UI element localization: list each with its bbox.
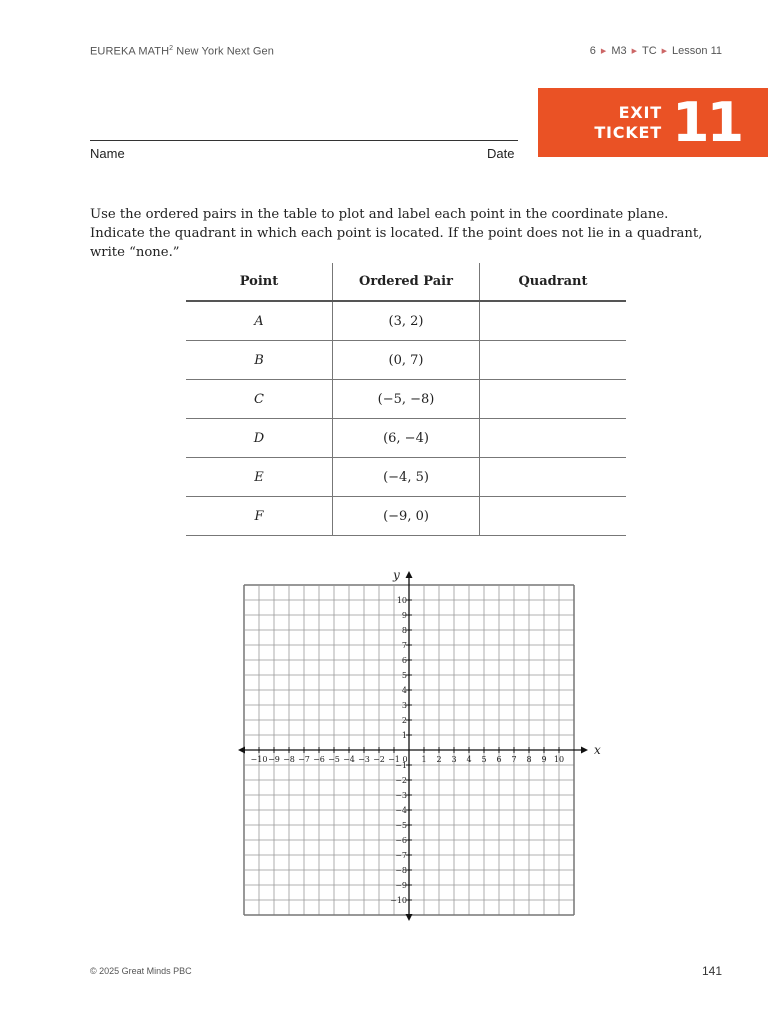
ordered-pair: (−4, 5) xyxy=(333,458,480,497)
y-tick-label: 3 xyxy=(401,701,407,710)
x-tick-label: −6 xyxy=(313,755,325,764)
coordinate-plane[interactable] xyxy=(230,565,601,920)
x-axis-label: x xyxy=(594,743,601,757)
y-tick-label: 10 xyxy=(396,596,407,605)
quadrant-answer-cell[interactable] xyxy=(480,458,627,497)
table-row xyxy=(186,497,626,536)
column-header-quadrant: Quadrant xyxy=(480,263,627,301)
y-tick-label: −8 xyxy=(395,866,407,875)
quadrant-answer-cell[interactable] xyxy=(480,380,627,419)
x-tick-label: 10 xyxy=(553,755,565,764)
quadrant-answer-cell[interactable] xyxy=(480,301,627,341)
ordered-pairs-table xyxy=(186,263,626,536)
y-tick-label: 4 xyxy=(401,686,407,695)
point-name: B xyxy=(186,341,333,380)
y-axis-up-arrow-icon xyxy=(406,571,413,578)
x-tick-label: −5 xyxy=(328,755,340,764)
exit-ticket-number: 11 xyxy=(672,91,742,154)
x-axis-right-arrow-icon xyxy=(581,747,588,754)
y-tick-label: −10 xyxy=(390,896,407,905)
brand-name: EUREKA MATH xyxy=(90,45,170,58)
y-tick-label: −4 xyxy=(395,806,407,815)
point-name: F xyxy=(186,497,333,536)
brand-superscript: 2 xyxy=(169,45,174,52)
ordered-pair: (3, 2) xyxy=(333,301,480,341)
breadcrumb-grade: 6 xyxy=(589,45,596,57)
y-tick-label: −2 xyxy=(395,776,407,785)
table-row xyxy=(186,458,626,497)
exit-ticket-label xyxy=(590,103,662,143)
header-brand xyxy=(90,45,274,58)
y-tick-label: 6 xyxy=(401,656,407,665)
quadrant-answer-cell[interactable] xyxy=(480,419,627,458)
table-row xyxy=(186,380,626,419)
breadcrumb-module: M3 xyxy=(611,45,627,57)
x-tick-label: 1 xyxy=(421,755,427,764)
y-tick-label: 1 xyxy=(401,731,407,740)
table-row xyxy=(186,301,626,341)
quadrant-answer-cell[interactable] xyxy=(480,497,627,536)
x-tick-label: 2 xyxy=(436,755,442,764)
x-tick-label: 3 xyxy=(451,755,457,764)
x-axis-left-arrow-icon xyxy=(238,747,245,754)
point-name: E xyxy=(186,458,333,497)
y-tick-label: −5 xyxy=(395,821,407,830)
copyright: © 2025 Great Minds PBC xyxy=(90,966,192,976)
exit-label-line2: TICKET xyxy=(594,123,662,142)
instructions: Use the ordered pairs in the table to plot and label each point in the coordinate plane. Indicate the quadrant in which each point is located. If the point does not lie in a quadrant, write “none.” xyxy=(90,207,703,260)
x-tick-label: −10 xyxy=(250,755,268,764)
y-tick-label: −1 xyxy=(395,761,407,770)
column-header-ordered-pair: Ordered Pair xyxy=(333,263,480,301)
ordered-pair: (−9, 0) xyxy=(333,497,480,536)
y-tick-label: 8 xyxy=(401,626,407,635)
y-axis-label: y xyxy=(393,568,400,582)
breadcrumb-separator-icon: ▶ xyxy=(661,48,668,55)
x-tick-label: −2 xyxy=(373,755,385,764)
date-label: Date xyxy=(487,146,515,161)
y-tick-label: −9 xyxy=(395,881,407,890)
column-header-point: Point xyxy=(186,263,333,301)
x-tick-label: 7 xyxy=(511,755,517,764)
x-tick-label: 6 xyxy=(496,755,502,764)
x-tick-label: −1 xyxy=(388,755,400,764)
ordered-pair: (−5, −8) xyxy=(333,380,480,419)
x-tick-label: −8 xyxy=(283,755,295,764)
quadrant-answer-cell[interactable] xyxy=(480,341,627,380)
x-tick-label: 9 xyxy=(541,755,547,764)
y-tick-label: 2 xyxy=(401,716,407,725)
x-tick-label: 0 xyxy=(402,755,408,764)
ordered-pair: (6, −4) xyxy=(333,419,480,458)
breadcrumb-topic: TC xyxy=(641,45,657,57)
ordered-pair: (0, 7) xyxy=(333,341,480,380)
x-tick-label: 8 xyxy=(526,755,532,764)
table-row xyxy=(186,341,626,380)
y-tick-label: 7 xyxy=(401,641,407,650)
x-tick-label: 4 xyxy=(466,755,472,764)
page-number: 141 xyxy=(701,964,722,978)
point-name: C xyxy=(186,380,333,419)
breadcrumb-separator-icon: ▶ xyxy=(600,48,607,55)
point-name: D xyxy=(186,419,333,458)
x-tick-label: −4 xyxy=(343,755,355,764)
y-tick-label: −6 xyxy=(395,836,407,845)
x-tick-label: −7 xyxy=(298,755,310,764)
y-tick-label: −7 xyxy=(395,851,407,860)
x-tick-label: −9 xyxy=(268,755,280,764)
breadcrumb-lesson: Lesson 11 xyxy=(672,45,722,57)
x-tick-label: 5 xyxy=(481,755,487,764)
y-tick-label: 9 xyxy=(401,611,407,620)
point-name: A xyxy=(186,301,333,341)
edition-label: New York Next Gen xyxy=(176,45,274,58)
table-row xyxy=(186,419,626,458)
y-tick-label: −3 xyxy=(395,791,407,800)
breadcrumb-separator-icon: ▶ xyxy=(631,48,637,55)
y-axis-down-arrow-icon xyxy=(406,914,413,921)
y-tick-label: 5 xyxy=(401,671,407,680)
breadcrumb xyxy=(590,45,722,57)
table-header-row xyxy=(186,263,626,301)
x-tick-label: −3 xyxy=(358,755,370,764)
name-label: Name xyxy=(90,146,125,161)
exit-ticket-banner xyxy=(538,88,768,157)
name-date-line[interactable] xyxy=(90,140,518,141)
exit-label-line1: EXIT xyxy=(618,103,662,122)
